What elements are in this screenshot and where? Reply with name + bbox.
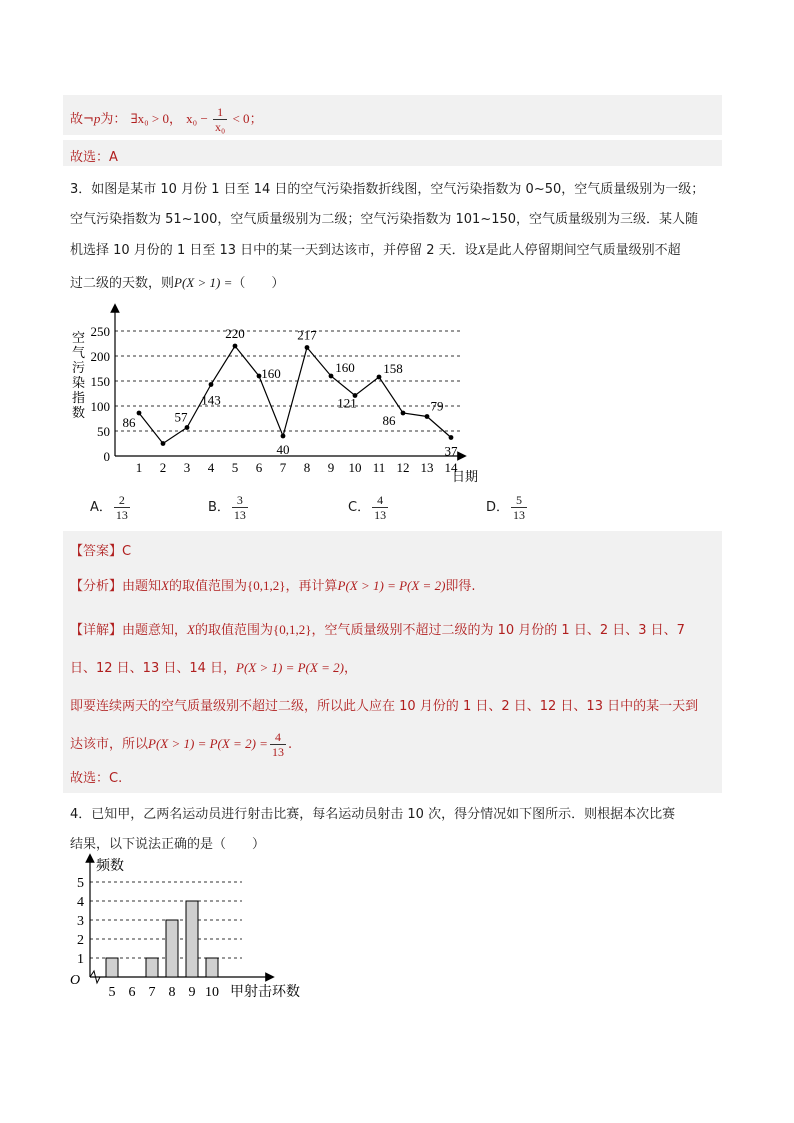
x-tick-label: 2: [159, 460, 167, 475]
data-point: [401, 411, 406, 416]
y-tick-label: 150: [90, 374, 110, 389]
q3-stem-line3b: 是此人停留期间空气质量级别不超: [485, 243, 681, 258]
frac-num: 4: [270, 730, 286, 745]
detail-text: 日、12 日、13 日、14 日，: [70, 661, 237, 676]
q2-p-var: p: [93, 111, 101, 126]
x-tick-label: 5: [231, 460, 239, 475]
data-point: [185, 425, 190, 430]
analysis-text: 的取值范围为: [168, 579, 247, 594]
data-label: 40: [276, 442, 290, 457]
detail-fraction: [270, 730, 286, 759]
q4-stem-line1: 4．已知甲，乙两名运动员进行射击比赛，每名运动员射击 10 次，得分情况如下图所示．则根据本次比赛: [70, 807, 676, 822]
y-tick-label: 100: [90, 399, 110, 414]
y-tick-label: 3: [77, 914, 84, 929]
option-label: A．: [90, 500, 112, 515]
analysis-text: ，再计算: [285, 579, 338, 594]
detail-tag: 【详解】: [70, 623, 123, 638]
x-tick-label: 7: [279, 460, 287, 475]
detail-text: 的取值范围为: [194, 623, 273, 638]
data-label: 158: [383, 361, 403, 376]
frac-den: 13: [271, 745, 284, 759]
data-point: [329, 374, 334, 379]
data-point: [305, 345, 310, 350]
data-label: 160: [335, 360, 355, 375]
frac-den: 13: [513, 508, 526, 522]
q3-stem-line4a: 过二级的天数，则: [70, 276, 175, 291]
chart1-x-axis-label: 日期: [452, 469, 479, 484]
data-label: 86: [382, 413, 396, 428]
analysis-text: 由题知: [122, 579, 162, 594]
q3-detail-line1: [70, 619, 685, 638]
detail-expr: P(X > 1) = P(X = 2) =: [148, 736, 268, 751]
y-tick-label: 2: [77, 933, 84, 948]
frac-num: 4: [372, 493, 388, 508]
frac-num: 3: [232, 493, 248, 508]
y-label-char: 染: [72, 375, 86, 390]
x-tick-label: 6: [128, 985, 136, 1000]
data-point: [449, 435, 454, 440]
x-tick-label: 13: [420, 460, 434, 475]
q3-stem-var: X: [477, 242, 486, 257]
option-fraction: [232, 493, 248, 522]
shooting-frequency-bar-chart: [60, 852, 340, 1004]
q2-x0: x₀: [186, 111, 198, 126]
q3-detail-line3: 即要连续两天的空气质量级别不超过二级，所以此人应在 10 月份的 1 日、2 日、12 日、13 日中的某一天到: [70, 699, 699, 714]
q3-option-b: [208, 493, 250, 522]
q2-answer-block: [63, 140, 722, 166]
analysis-var: X: [161, 578, 169, 593]
y-tick-label: 1: [77, 952, 84, 967]
detail-text: .: [287, 737, 293, 752]
y-tick-label: 5: [77, 876, 84, 891]
q3-stem-line4b: （ ）: [232, 276, 285, 291]
option-fraction: [372, 493, 388, 522]
data-label: 86: [122, 415, 136, 430]
bar: [186, 901, 198, 977]
bar: [106, 958, 118, 977]
q3-option-c: [348, 493, 390, 522]
data-label: 79: [430, 398, 444, 414]
q2-answer: 故选：A: [70, 150, 118, 165]
y-label-char: 数: [72, 405, 86, 420]
frac-den: 13: [374, 508, 387, 522]
x-tick-label: 8: [168, 985, 176, 1000]
x-tick-label: 11: [372, 460, 386, 475]
detail-text: ，: [343, 661, 357, 676]
q3-stem-line3a: 机选择 10 月份的 1 日至 13 日中的某一天到达该市，并停留 2 天．设: [70, 243, 478, 258]
y-label-char: 气: [72, 345, 86, 360]
q3-detail-line4: [70, 730, 292, 759]
q3-stem-line3: [70, 239, 681, 258]
y-tick-label: 4: [77, 895, 84, 910]
data-label: 121: [337, 395, 357, 411]
bar: [146, 958, 158, 977]
x-tick-label: 8: [303, 460, 311, 475]
data-label: 143: [201, 392, 221, 408]
data-label: 160: [261, 366, 281, 381]
analysis-text: 即得.: [445, 579, 476, 594]
option-fraction: [114, 493, 130, 522]
option-label: C．: [348, 500, 371, 515]
q2-neg-mid: 为：: [100, 112, 127, 127]
data-point: [137, 411, 142, 416]
q3-detail-line2: [70, 657, 357, 676]
x-tick-label: 12: [396, 460, 410, 475]
option-fraction: [511, 493, 527, 522]
chart2-origin-label: O: [70, 973, 81, 988]
q3-final-answer: 故选：C.: [70, 771, 123, 786]
answer-value: C: [122, 544, 132, 559]
x-tick-label: 9: [327, 460, 335, 475]
x-tick-label: 14: [444, 460, 458, 475]
q2-lt-zero: < 0: [229, 111, 250, 126]
data-point: [377, 375, 382, 380]
x-tick-label: 10: [348, 460, 362, 475]
x-tick-label: 1: [135, 460, 143, 475]
frac-num: 5: [511, 493, 527, 508]
x-tick-label: 9: [188, 985, 196, 1000]
bar: [166, 920, 178, 977]
frac-den: 13: [115, 508, 128, 522]
analysis-tag: 【分析】: [70, 579, 123, 594]
option-label: B．: [208, 500, 230, 515]
data-label: 217: [297, 327, 317, 343]
q2-exists-expr: ∃x₀ > 0: [130, 111, 169, 126]
y-label-char: 指: [72, 390, 86, 405]
frac-num: 2: [114, 493, 130, 508]
y-tick-label: 250: [90, 324, 110, 339]
q2-fraction: [213, 105, 227, 134]
q3-answer-line: [70, 540, 131, 559]
q3-analysis-line: [70, 575, 476, 594]
x-tick-label: 7: [148, 985, 156, 1000]
data-label: 220: [225, 326, 245, 341]
detail-set: {0,1,2}: [273, 622, 312, 637]
q3-stem-line4: [70, 272, 284, 291]
data-point: [233, 344, 238, 349]
q3-option-d: [486, 493, 529, 522]
detail-expr: P(X > 1) = P(X = 2): [236, 660, 344, 675]
chart1-y-axis-label: [72, 330, 85, 420]
q3-stem-line2: 空气污染指数为 51~100，空气质量级别为二级；空气污染指数为 101~150，空气质量级别为三级．某人随: [70, 212, 699, 227]
q2-frac-den: x₀: [215, 120, 226, 134]
x-tick-label: 3: [183, 460, 191, 475]
data-point: [281, 434, 286, 439]
analysis-expr: P(X > 1) = P(X = 2): [337, 578, 446, 593]
y-tick-label: 200: [90, 349, 110, 364]
data-label: 57: [174, 409, 188, 425]
q3-stem-line1: 3．如图是某市 10 月份 1 日至 14 日的空气污染指数折线图，空气污染指数为 0~50，空气质量级别为一级；: [70, 182, 705, 197]
y-label-char: 空: [72, 330, 86, 345]
y-tick-label: 50: [97, 424, 110, 439]
q3-option-a: [90, 493, 132, 522]
data-label: 37: [444, 443, 458, 459]
q2-neg-prefix: 故¬: [70, 112, 94, 127]
q2-minus: −: [197, 111, 212, 126]
answer-tag: 【答案】: [70, 544, 123, 559]
x-tick-label: 6: [255, 460, 263, 475]
x-tick-label: 10: [205, 985, 219, 1000]
q2-semicolon: ；: [249, 112, 263, 127]
air-pollution-line-chart: [60, 300, 500, 490]
chart2-y-axis-label: 频数: [96, 859, 124, 874]
detail-var: X: [187, 622, 195, 637]
analysis-set: {0,1,2}: [247, 578, 286, 593]
x-tick-label: 4: [207, 460, 215, 475]
y-tick-label: 0: [103, 449, 110, 464]
data-point: [161, 441, 166, 446]
data-point: [425, 414, 430, 419]
frac-den: 13: [233, 508, 246, 522]
data-point: [209, 382, 214, 387]
detail-text: 由题意知，: [122, 623, 188, 638]
bar: [206, 958, 218, 977]
q3-stem-expr: P(X > 1) =: [174, 275, 233, 290]
detail-text: ，空气质量级别不超过二级的为 10 月份的 1 日、2 日、3 日、7: [311, 623, 685, 638]
option-label: D．: [486, 500, 510, 515]
chart2-x-axis-label: 甲射击环数: [230, 985, 300, 1000]
x-tick-label: 5: [108, 985, 116, 1000]
q2-frac-num: 1: [213, 105, 227, 120]
y-label-char: 污: [72, 360, 86, 375]
detail-text: 达该市，所以: [70, 737, 149, 752]
q2-comma: ，: [168, 112, 182, 127]
q4-stem-line2: 结果，以下说法正确的是（ ）: [70, 837, 266, 852]
q2-negation-line: [70, 105, 263, 134]
